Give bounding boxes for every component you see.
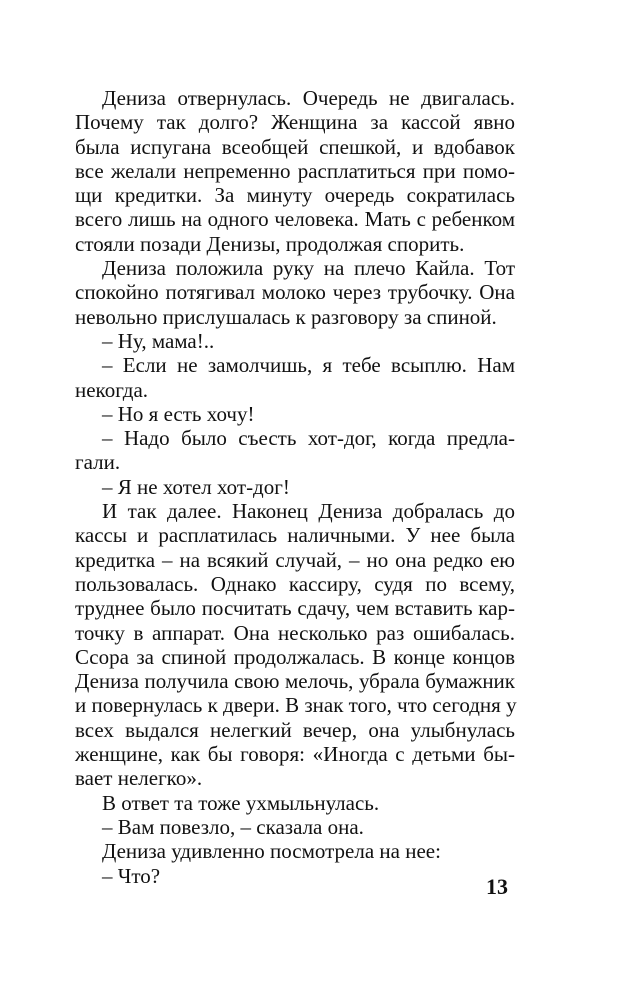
text-line: некогда. xyxy=(75,377,149,402)
text-line: и повернулась к двери. В знак того, что сегодня у xyxy=(75,693,517,718)
dialogue-line: – Вам повезло, – сказала она. xyxy=(102,814,364,839)
text-line: кассы и расплатилась наличными. У нее была xyxy=(75,523,515,548)
text-line: женщине, как бы говоря: «Иногда с детьми бы- xyxy=(75,742,515,767)
text-line: кредитка – на всякий случай, – но она редко ею xyxy=(75,547,515,572)
text-line: гали. xyxy=(75,450,121,475)
text-line: точку в аппарат. Она несколько раз ошибалась. xyxy=(75,620,515,645)
book-page-text xyxy=(75,86,515,888)
dialogue-line: – Надо было съесть хот-дог, когда предла- xyxy=(102,426,515,451)
text-line: была испугана всеобщей спешкой, и вдобавок xyxy=(75,134,515,159)
text-line: Дениза получила свою мелочь, убрала бумажник xyxy=(75,669,515,694)
dialogue-line: – Ну, мама!.. xyxy=(102,328,215,353)
text-line: стояли позади Денизы, продолжая спорить. xyxy=(75,231,465,256)
text-line: все желали непременно расплатиться при помо- xyxy=(75,158,515,183)
text-line: И так далее. Наконец Дениза добралась до xyxy=(102,499,515,524)
text-line: Ссора за спиной продолжалась. В конце концов xyxy=(75,644,515,669)
text-line: Почему так долго? Женщина за кассой явно xyxy=(75,110,515,135)
dialogue-line: – Что? xyxy=(102,863,161,888)
text-line: Дениза положила руку на плечо Кайла. Тот xyxy=(102,256,515,281)
text-line: всех выдался нелегкий вечер, она улыбнулась xyxy=(75,717,515,742)
text-line: вает нелегко». xyxy=(75,766,203,791)
dialogue-line: – Я не хотел хот-дог! xyxy=(102,474,290,499)
dialogue-line: – Если не замолчишь, я тебе всыплю. Нам xyxy=(102,353,515,378)
text-line: Дениза отвернулась. Очередь не двигалась. xyxy=(102,86,515,110)
page-number: 13 xyxy=(486,874,508,899)
text-line: невольно прислушалась к разговору за спиной. xyxy=(75,304,497,329)
text-line: Дениза удивленно посмотрела на нее: xyxy=(102,839,441,864)
text-line: щи кредитки. За минуту очередь сократилась xyxy=(75,183,515,208)
dialogue-line: – Но я есть хочу! xyxy=(102,401,255,426)
text-line: труднее было посчитать сдачу, чем вставить кар- xyxy=(75,596,515,621)
text-line: В ответ та тоже ухмыльнулась. xyxy=(102,790,380,815)
text-line: спокойно потягивал молоко через трубочку. Она xyxy=(75,280,515,305)
text-line: пользовалась. Однако кассиру, судя по всему, xyxy=(75,571,515,596)
text-line: всего лишь на одного человека. Мать с ребенком xyxy=(75,207,515,232)
